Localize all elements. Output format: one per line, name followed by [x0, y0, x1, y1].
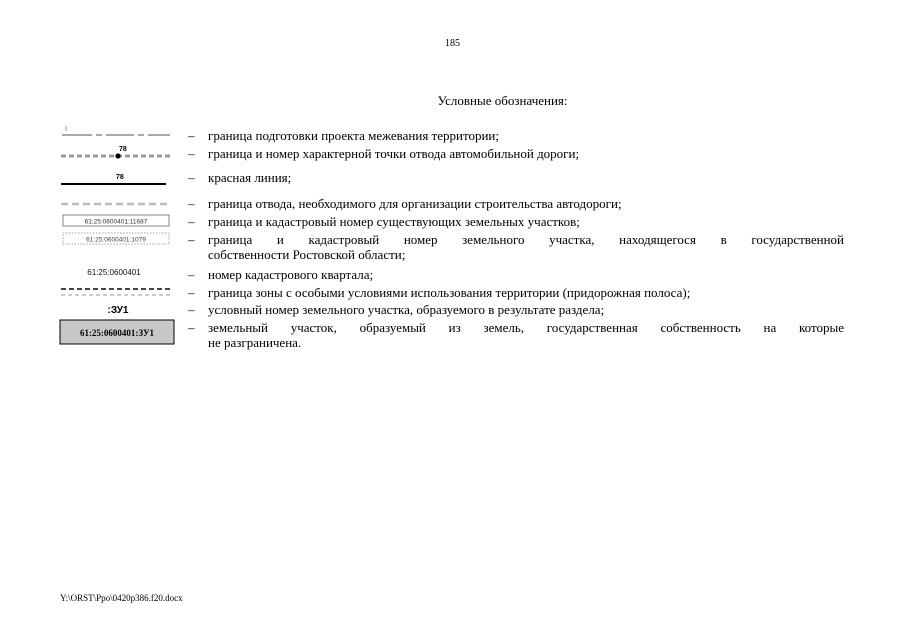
conditional-number-symbol [58, 301, 178, 317]
project-boundary-symbol [58, 126, 178, 140]
cadastral-quarter-symbol [58, 266, 178, 280]
road-point-number: 78 [119, 146, 127, 153]
regional-parcel-number: 61:25:0600401:1079 [86, 236, 146, 244]
legend-text-construction-boundary: граница отвода, необходимого для организации строительства автодороги; [208, 196, 622, 211]
cadastral-quarter-number: 61:25:0600401 [87, 268, 141, 277]
legend-text-unallocated-parcel-line2: не разграничена. [208, 335, 302, 350]
road-point-symbol [58, 143, 178, 161]
legend-dash: – [188, 285, 195, 300]
legend-dash: – [188, 232, 195, 247]
legend-dash: – [188, 146, 195, 161]
legend-title-text: Условные обозначения: [437, 93, 568, 108]
legend-title [0, 93, 905, 109]
roadside-zone-symbol [58, 284, 178, 300]
regional-parcel-symbol [58, 231, 178, 247]
red-line-symbol [58, 168, 178, 188]
legend-dash: – [188, 128, 195, 143]
legend-text-road-point: граница и номер характерной точки отвода автомобильной дороги; [208, 146, 580, 161]
legend-text-project-boundary: граница подготовки проекта межевания территории; [208, 128, 499, 143]
legend-dash: – [188, 302, 195, 317]
existing-parcel-number: 61:25:0600401:11687 [84, 218, 148, 226]
legend-text-red-line: красная линия; [208, 170, 292, 185]
legend-text-regional-parcel-line2: собственности Ростовской области; [208, 247, 406, 262]
legend-text-roadside-zone: граница зоны с особыми условиями использования территории (придорожная полоса); [208, 285, 691, 300]
unallocated-parcel-symbol [58, 318, 178, 348]
legend-dash: – [188, 267, 195, 282]
legend-dash: – [188, 320, 195, 335]
page-number: 185 [445, 38, 460, 49]
legend-dash: – [188, 196, 195, 211]
legend-text-conditional-number: условный номер земельного участка, образуемого в результате раздела; [208, 302, 605, 317]
legend-text-unallocated-parcel-line1: земельный участок, образуемый из земель, государственная собственность на которые [208, 320, 844, 335]
construction-boundary-symbol [58, 196, 178, 210]
legend-text-regional-parcel [208, 232, 844, 262]
unallocated-parcel-number: 61:25:0600401:ЗУ1 [79, 328, 155, 338]
footer-file-path: Y:\ORST\Ppo\0420p386.f20.docx [60, 593, 183, 603]
legend-dash: – [188, 214, 195, 229]
legend-dash: – [188, 170, 195, 185]
conditional-number-label: :ЗУ1 [107, 305, 129, 316]
legend-text-existing-parcels: граница и кадастровый номер существующих земельных участков; [208, 214, 580, 229]
legend-text-regional-parcel-line1: граница и кадастровый номер земельного участка, находящегося в государственной [208, 232, 844, 247]
existing-parcel-symbol [58, 214, 178, 228]
red-line-number: 78 [116, 174, 124, 181]
legend-text-cadastral-quarter: номер кадастрового квартала; [208, 267, 374, 282]
legend-text-unallocated-parcel [208, 320, 844, 350]
